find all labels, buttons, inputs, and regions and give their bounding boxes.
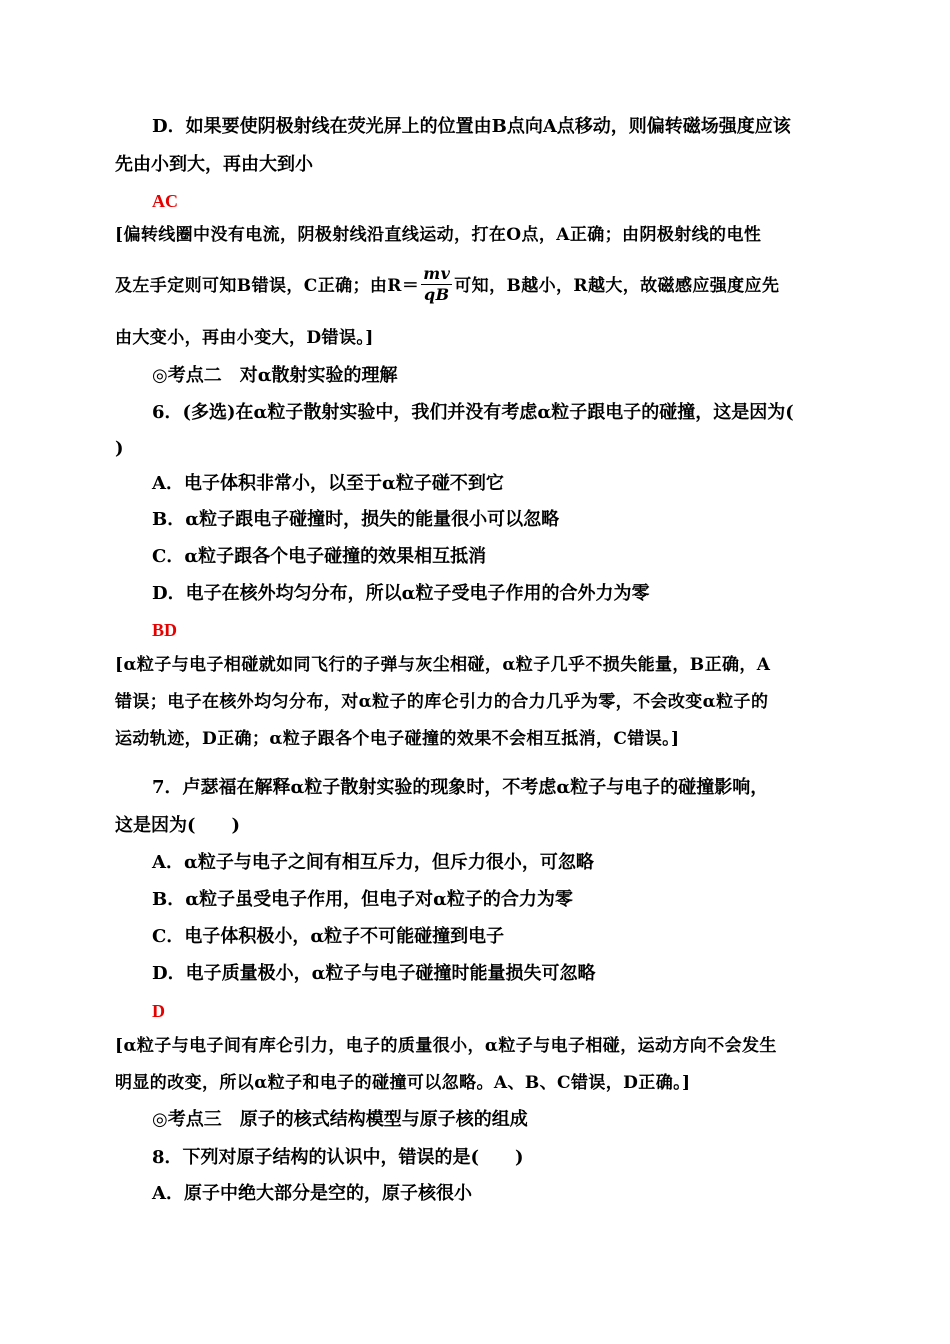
q5-answer: AC [152,191,178,211]
q6-answer: BD [152,620,178,640]
q7-stem-line2: 这是因为( ) [115,815,241,836]
q6-option-a: A．电子体积非常小，以至于α粒子碰不到它 [152,473,504,494]
q7-solution-line1: [α粒子与电子间有库仑引力，电子的质量很小，α粒子与电子相碰，运动方向不会发生 [115,1036,777,1056]
q6-solution-line1: [α粒子与电子相碰就如同飞行的子弹与灰尘相碰，α粒子几乎不损失能量，B正确，A [115,655,771,675]
formula-fraction [421,264,452,305]
q8-stem: 8．下列对原子结构的认识中，错误的是( ) [152,1147,524,1168]
q5-solution-line1: [偏转线圈中没有电流，阴极射线沿直线运动，打在O点，A正确；由阴极射线的电性 [115,225,762,245]
q5-solution-line2-pre: 及左手定则可知B错误，C正确；由R＝ [115,276,420,296]
q6-stem-line1: 6．(多选)在α粒子散射实验中，我们并没有考虑α粒子跟电子的碰撞，这是因为( [152,402,794,423]
q7-solution-line2: 明显的改变，所以α粒子和电子的碰撞可以忽略。A、B、C错误，D正确。] [115,1073,691,1093]
q7-option-b: B．α粒子虽受电子作用，但电子对α粒子的合力为零 [152,889,573,910]
q7-answer: D [152,1001,165,1021]
q6-solution-line3: 运动轨迹，D正确；α粒子跟各个电子碰撞的效果不会相互抵消，C错误。] [115,729,680,749]
q5-solution-line2-post: 可知，B越小，R越大，故磁感应强度应先 [454,276,780,296]
q6-option-b: B．α粒子跟电子碰撞时，损失的能量很小可以忽略 [152,509,560,530]
q6-solution-line2: 错误；电子在核外均匀分布，对α粒子的库仑引力的合力几乎为零，不会改变α粒子的 [115,692,769,712]
q7-option-d: D．电子质量极小，α粒子与电子碰撞时能量损失可忽略 [152,963,596,984]
q6-stem-line2: ) [115,438,124,459]
q7-option-a: A．α粒子与电子之间有相互斥力，但斥力很小，可忽略 [152,852,594,873]
q5-solution-line2 [115,266,779,307]
q5-option-d-line1: D．如果要使阴极射线在荧光屏上的位置由B点向A点移动，则偏转磁场强度应该 [152,116,791,137]
fraction-denominator: qB [423,285,450,304]
q7-stem-line1: 7．卢瑟福在解释α粒子散射实验的现象时，不考虑α粒子与电子的碰撞影响， [152,777,769,798]
q6-option-c: C．α粒子跟各个电子碰撞的效果相互抵消 [152,546,487,567]
q7-option-c: C．电子体积极小，α粒子不可能碰撞到电子 [152,926,505,947]
q5-solution-line3: 由大变小，再由小变大，D错误。] [115,328,374,348]
section-heading-2: ◎考点二 对α散射实验的理解 [152,365,398,386]
fraction-numerator: mv [423,264,451,283]
q5-option-d-line2: 先由小到大，再由大到小 [115,154,313,175]
q6-option-d: D．电子在核外均匀分布，所以α粒子受电子作用的合外力为零 [152,583,650,604]
section-heading-3: ◎考点三 原子的核式结构模型与原子核的组成 [152,1109,528,1130]
q8-option-a: A．原子中绝大部分是空的，原子核很小 [152,1183,472,1204]
